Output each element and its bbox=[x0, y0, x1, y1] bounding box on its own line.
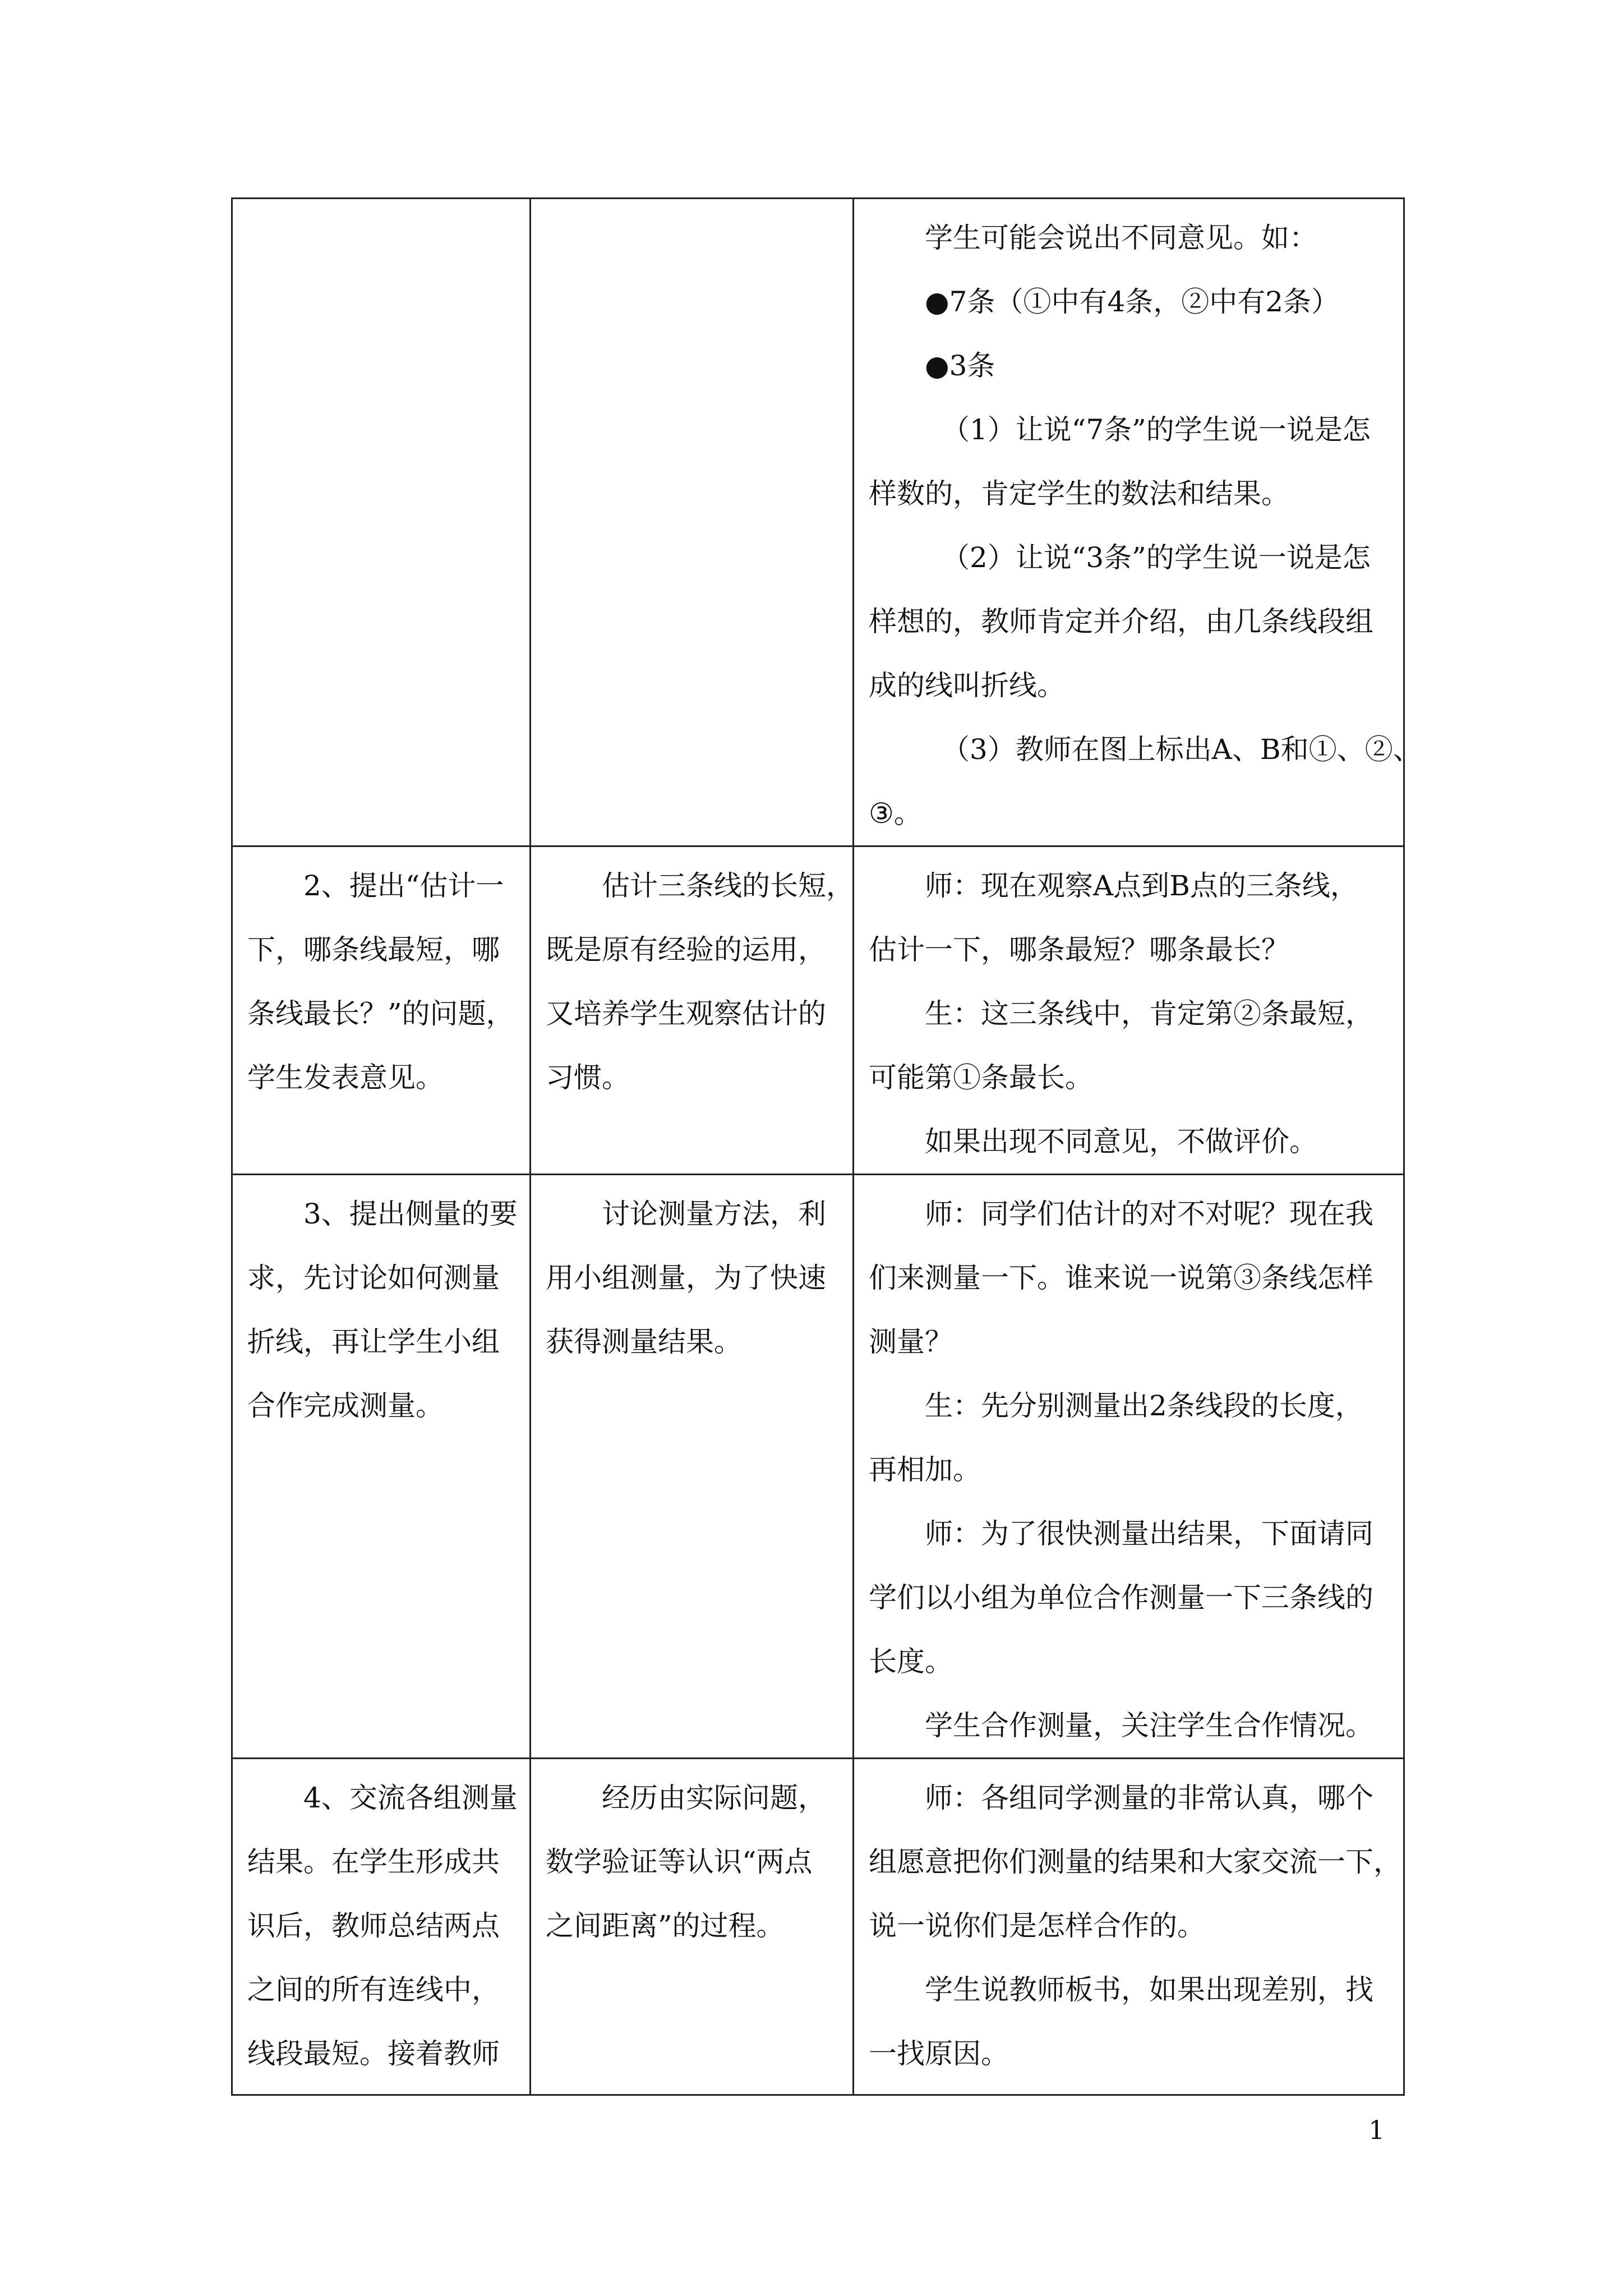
text-line: 再相加。 bbox=[869, 1453, 981, 1486]
text-line: ●3条 bbox=[925, 349, 995, 382]
activity-cell bbox=[854, 199, 1421, 846]
lesson-plan-table bbox=[231, 197, 1421, 2096]
text-line: 经历由实际问题， bbox=[602, 1782, 826, 1814]
text-line: 们来测量一下。谁来说一说第③条线怎样 bbox=[869, 1262, 1373, 1294]
text-line: 成的线叫折线。 bbox=[869, 669, 1065, 702]
text-line: 习惯。 bbox=[546, 1061, 630, 1094]
text-line: 组愿意把你们测量的结果和大家交流一下， bbox=[869, 1846, 1401, 1878]
text-line: 之间的所有连线中， bbox=[247, 1973, 500, 2006]
text-line: 识后，教师总结两点 bbox=[247, 1910, 500, 1942]
table-row bbox=[232, 199, 1404, 846]
text-line: 生：先分别测量出2条线段的长度， bbox=[925, 1389, 1363, 1422]
page-number: 1 bbox=[1368, 2115, 1385, 2145]
text-line: 数学验证等认识“两点 bbox=[546, 1846, 813, 1878]
table-row bbox=[232, 1759, 1404, 2095]
text-line: 条线最长？”的问题， bbox=[247, 997, 514, 1030]
text-line: 既是原有经验的运用， bbox=[546, 933, 826, 966]
text-line: 如果出现不同意见，不做评价。 bbox=[925, 1125, 1317, 1158]
text-line: 师：同学们估计的对不对呢？现在我 bbox=[925, 1198, 1373, 1230]
intent-cell bbox=[531, 1175, 854, 1759]
table-row bbox=[232, 1175, 1404, 1759]
text-line: 用小组测量，为了快速 bbox=[546, 1262, 826, 1294]
text-line: 师：为了很快测量出结果，下面请同 bbox=[925, 1517, 1373, 1550]
text-line: 测量？ bbox=[869, 1326, 953, 1358]
activity-cell bbox=[854, 1175, 1404, 1759]
text-line: 估计三条线的长短， bbox=[602, 869, 854, 902]
process-cell bbox=[232, 1175, 531, 1759]
process-cell bbox=[232, 846, 531, 1175]
text-line: 长度。 bbox=[869, 1645, 953, 1678]
text-line: 可能第①条最长。 bbox=[869, 1061, 1093, 1094]
intent-cell bbox=[531, 199, 854, 846]
text-line: 合作完成测量。 bbox=[247, 1389, 444, 1422]
text-line: ●7条（①中有4条，②中有2条） bbox=[925, 286, 1340, 318]
text-line: ③。 bbox=[869, 797, 922, 830]
text-line: 学生可能会说出不同意见。如： bbox=[925, 222, 1317, 254]
text-line: 学生说教师板书，如果出现差别，找 bbox=[925, 1973, 1373, 2006]
text-line: 又培养学生观察估计的 bbox=[546, 997, 826, 1030]
intent-cell bbox=[531, 1759, 854, 2095]
text-line: 2、提出“估计一 bbox=[303, 869, 504, 902]
text-line: 之间距离”的过程。 bbox=[546, 1910, 785, 1942]
text-line: 求，先讨论如何测量 bbox=[247, 1262, 500, 1294]
intent-cell bbox=[531, 846, 854, 1175]
text-line: 说一说你们是怎样合作的。 bbox=[869, 1910, 1205, 1942]
text-line: 学生合作测量，关注学生合作情况。 bbox=[925, 1709, 1373, 1742]
text-line: 样数的，肯定学生的数法和结果。 bbox=[869, 477, 1289, 510]
text-line: 3、提出侧量的要 bbox=[303, 1198, 518, 1230]
process-cell bbox=[232, 1759, 531, 2095]
text-line: 学们以小组为单位合作测量一下三条线的 bbox=[869, 1581, 1373, 1614]
text-line: 折线，再让学生小组 bbox=[247, 1326, 500, 1358]
text-line: 样想的，教师肯定并介绍，由几条线段组 bbox=[869, 605, 1373, 638]
table-row bbox=[232, 846, 1404, 1175]
text-line: 一找原因。 bbox=[869, 2037, 1009, 2070]
table-body bbox=[232, 199, 1421, 2095]
text-line: 线段最短。接着教师 bbox=[247, 2037, 500, 2070]
activity-cell bbox=[854, 1759, 1404, 2095]
process-cell bbox=[232, 199, 531, 846]
text-line: 获得测量结果。 bbox=[546, 1326, 742, 1358]
text-line: 师：各组同学测量的非常认真，哪个 bbox=[925, 1782, 1373, 1814]
text-line: 师：现在观察A点到B点的三条线， bbox=[925, 869, 1358, 902]
text-line: 结果。在学生形成共 bbox=[247, 1846, 500, 1878]
text-line: 估计一下，哪条最短？哪条最长？ bbox=[869, 933, 1289, 966]
text-line: （1）让说“7条”的学生说一说是怎 bbox=[942, 413, 1371, 446]
text-line: 学生发表意见。 bbox=[247, 1061, 444, 1094]
activity-cell bbox=[854, 846, 1404, 1175]
text-line: 4、交流各组测量 bbox=[303, 1782, 518, 1814]
text-line: （2）让说“3条”的学生说一说是怎 bbox=[942, 541, 1371, 574]
text-line: 生：这三条线中，肯定第②条最短， bbox=[925, 997, 1373, 1030]
text-line: （3）教师在图上标出A、B和①、②、 bbox=[942, 733, 1421, 766]
text-line: 讨论测量方法，利 bbox=[602, 1198, 826, 1230]
text-line: 下，哪条线最短，哪 bbox=[247, 933, 500, 966]
